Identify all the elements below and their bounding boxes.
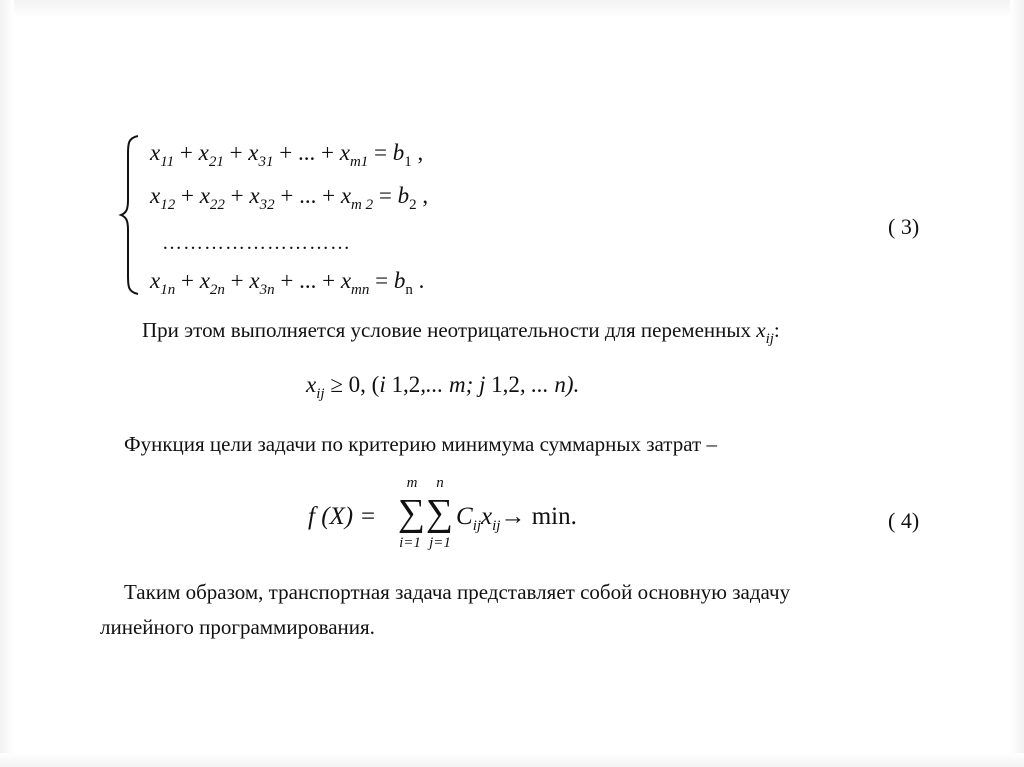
left-brace-icon	[118, 134, 142, 296]
equation-line-n: $x_{1n} + x_{2n} + x_{3n}$ + ... + $x_{mn} = b_n$ .	[150, 268, 425, 298]
sum-j-sigma: ∑	[426, 492, 454, 534]
equation-line-2: $x_{12} + x_{22} + x_{32}$ + ... + $x_{m 2} = b_2$ ,	[150, 183, 429, 213]
sum-i-upper: m	[406, 475, 418, 491]
function-term: $C_{ij}x_{ij}\to \min$.	[456, 503, 577, 534]
equation-line-1: $x_{11} + x_{21} + x_{31}$ + ... + $x_{m1} = b_1$ ,	[150, 140, 424, 170]
ellipsis-row: ………………………	[162, 232, 351, 254]
sum-i-lower: i=1	[399, 535, 421, 551]
equation-number-3: ( 3)	[888, 214, 920, 239]
paragraph-nonnegativity: При этом выполняется условие неотрицательности для переменных $x_{ij}$:	[142, 318, 780, 347]
function-lhs: f (X) =	[308, 503, 377, 530]
slide-frame-left	[0, 0, 14, 767]
paragraph-nonnegativity-text: При этом выполняется условие неотрицательности для переменных	[142, 318, 751, 342]
sum-j-lower: j=1	[429, 535, 451, 551]
slide-frame-bottom	[0, 753, 1024, 767]
variable-x-ij: $x_{ij}$	[756, 318, 774, 347]
objective-function	[308, 475, 628, 553]
nonnegativity-condition: $x_{ij} \ge 0$, (i 1,2,... m; j 1,2, ... n).	[306, 372, 580, 402]
sum-i-sigma: ∑	[398, 492, 426, 534]
slide-frame-top	[0, 0, 1024, 18]
paragraph-objective: Функция цели задачи по критерию минимума суммарных затрат –	[124, 432, 717, 456]
sum-j-upper: n	[436, 475, 444, 491]
slide-frame-right	[1010, 0, 1024, 767]
equation-number-4: ( 4)	[888, 508, 920, 533]
paragraph-conclusion-line-1: Таким образом, транспортная задача представляет собой основную задачу	[124, 580, 791, 604]
paragraph-conclusion-line-2: линейного программирования.	[100, 615, 375, 639]
